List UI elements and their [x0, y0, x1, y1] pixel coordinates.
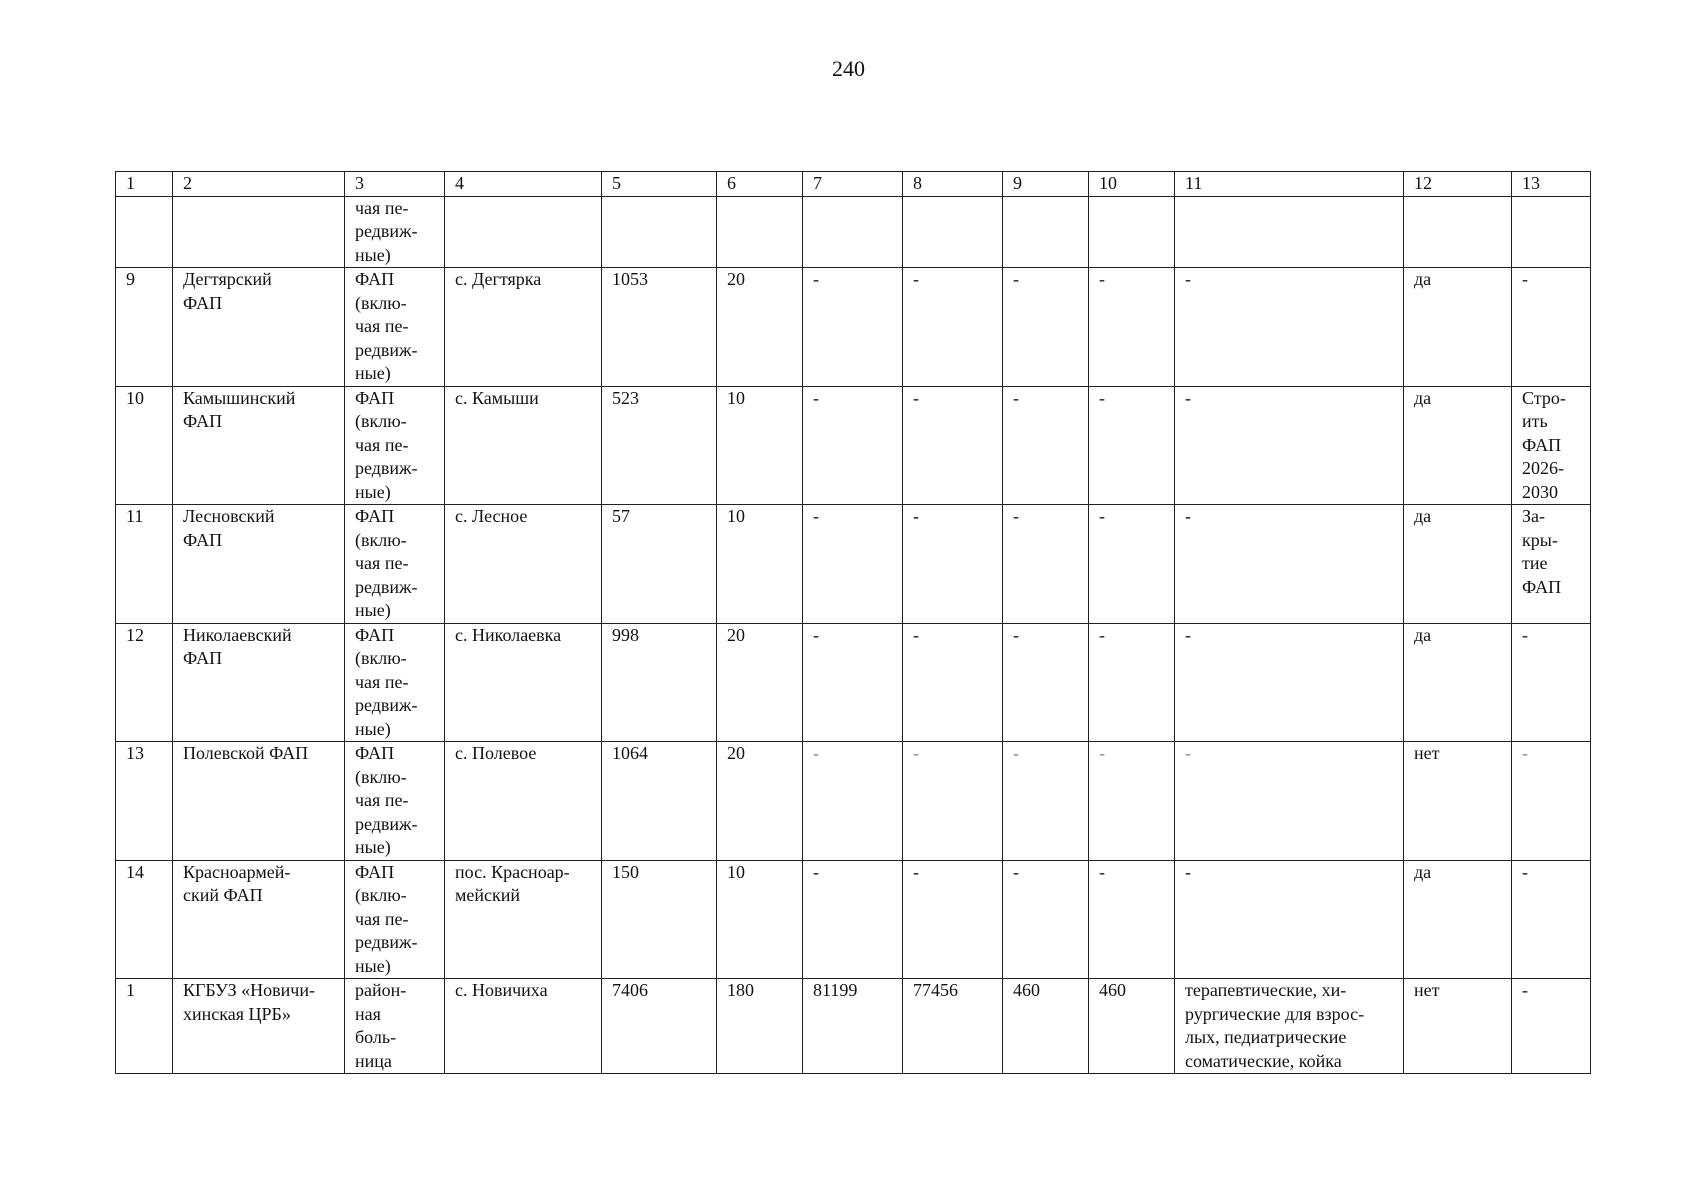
table-cell: ФАП (вклю- чая пе- редвиж- ные) — [345, 268, 445, 387]
table-cell: ФАП (вклю- чая пе- редвиж- ные) — [345, 505, 445, 624]
table-cell: 12 — [116, 623, 173, 742]
table-cell: 460 — [1089, 979, 1175, 1074]
table-cell: с. Лесное — [445, 505, 602, 624]
table-header-row — [116, 172, 1591, 197]
table-cell: - — [1089, 386, 1175, 505]
table-row — [116, 979, 1591, 1074]
table-cell: Красноармей- ский ФАП — [173, 860, 345, 979]
table-cell: да — [1404, 268, 1512, 387]
table-cell — [602, 196, 717, 268]
table-cell: ФАП (вклю- чая пе- редвиж- ные) — [345, 742, 445, 861]
table-cell: 1 — [116, 979, 173, 1074]
column-number-cell: 1 — [116, 172, 173, 197]
table-cell — [1404, 196, 1512, 268]
table-cell: За- кры- тие ФАП — [1512, 505, 1591, 624]
table-cell: 523 — [602, 386, 717, 505]
table-cell: - — [1175, 742, 1404, 861]
table-cell: да — [1404, 505, 1512, 624]
table-cell: нет — [1404, 979, 1512, 1074]
table-cell: 150 — [602, 860, 717, 979]
table-cell: - — [1089, 742, 1175, 861]
table-cell: 7406 — [602, 979, 717, 1074]
table-cell — [445, 196, 602, 268]
table-row — [116, 268, 1591, 387]
table-cell: Стро- ить ФАП 2026- 2030 — [1512, 386, 1591, 505]
column-number-cell: 8 — [903, 172, 1003, 197]
table-row — [116, 623, 1591, 742]
table-cell: - — [1175, 623, 1404, 742]
table-row — [116, 196, 1591, 268]
table-cell: с. Николаевка — [445, 623, 602, 742]
table-cell: - — [1512, 742, 1591, 861]
table-cell: да — [1404, 860, 1512, 979]
table-cell: - — [1175, 505, 1404, 624]
table-cell — [903, 196, 1003, 268]
table-cell: с. Новичиха — [445, 979, 602, 1074]
table-cell: 57 — [602, 505, 717, 624]
column-number-cell: 5 — [602, 172, 717, 197]
table-cell: 77456 — [903, 979, 1003, 1074]
table-cell: - — [903, 386, 1003, 505]
table-cell: да — [1404, 386, 1512, 505]
table-cell: - — [903, 268, 1003, 387]
table-cell: Дегтярский ФАП — [173, 268, 345, 387]
table-cell: 20 — [717, 623, 803, 742]
table-cell: 13 — [116, 742, 173, 861]
table-cell: - — [803, 860, 903, 979]
table-cell: - — [903, 623, 1003, 742]
table-cell: - — [803, 623, 903, 742]
page-number: 240 — [832, 56, 865, 81]
column-number-cell: 4 — [445, 172, 602, 197]
table-cell: КГБУЗ «Новичи- хинская ЦРБ» — [173, 979, 345, 1074]
table-cell: 1064 — [602, 742, 717, 861]
table-row — [116, 505, 1591, 624]
table-cell: Полевской ФАП — [173, 742, 345, 861]
table-cell: - — [1003, 386, 1089, 505]
table-cell: 10 — [717, 860, 803, 979]
table-cell: - — [1512, 860, 1591, 979]
table-cell: ФАП (вклю- чая пе- редвиж- ные) — [345, 386, 445, 505]
table-cell: - — [903, 860, 1003, 979]
table-cell: - — [1175, 268, 1404, 387]
table-cell: да — [1404, 623, 1512, 742]
table-cell — [1175, 196, 1404, 268]
table-cell: 10 — [116, 386, 173, 505]
table-cell: 20 — [717, 742, 803, 861]
table-cell — [173, 196, 345, 268]
table-cell: 11 — [116, 505, 173, 624]
table-cell: - — [1003, 623, 1089, 742]
table-cell: - — [1512, 268, 1591, 387]
table-cell: - — [1089, 505, 1175, 624]
table-cell: - — [1512, 623, 1591, 742]
table-cell: нет — [1404, 742, 1512, 861]
table-cell — [717, 196, 803, 268]
table-cell: - — [1512, 979, 1591, 1074]
table-cell: 1053 — [602, 268, 717, 387]
table-cell: 10 — [717, 505, 803, 624]
table-row — [116, 860, 1591, 979]
table-cell: - — [1089, 860, 1175, 979]
table-cell: район- ная боль- ница — [345, 979, 445, 1074]
column-number-cell: 12 — [1404, 172, 1512, 197]
table-cell: 14 — [116, 860, 173, 979]
table-cell: - — [803, 268, 903, 387]
table-cell: - — [1003, 268, 1089, 387]
table-cell: - — [1003, 742, 1089, 861]
column-number-cell: 9 — [1003, 172, 1089, 197]
table-cell: - — [903, 505, 1003, 624]
table-cell: с. Камыши — [445, 386, 602, 505]
table-cell: 10 — [717, 386, 803, 505]
table-cell: - — [1175, 386, 1404, 505]
column-number-cell: 7 — [803, 172, 903, 197]
table-cell — [1089, 196, 1175, 268]
table-cell: ФАП (вклю- чая пе- редвиж- ные) — [345, 860, 445, 979]
table-cell: - — [1089, 623, 1175, 742]
table-cell: 460 — [1003, 979, 1089, 1074]
data-table — [115, 171, 1591, 1074]
table-cell: - — [1003, 505, 1089, 624]
column-number-cell: 3 — [345, 172, 445, 197]
table-row — [116, 386, 1591, 505]
column-number-cell: 13 — [1512, 172, 1591, 197]
table-cell: Камышинский ФАП — [173, 386, 345, 505]
table-cell: ФАП (вклю- чая пе- редвиж- ные) — [345, 623, 445, 742]
table-cell: - — [1089, 268, 1175, 387]
column-number-cell: 11 — [1175, 172, 1404, 197]
table-cell: с. Полевое — [445, 742, 602, 861]
column-number-cell: 2 — [173, 172, 345, 197]
table-cell: - — [1175, 860, 1404, 979]
table-cell: 20 — [717, 268, 803, 387]
table-cell: Николаевский ФАП — [173, 623, 345, 742]
table-cell: 9 — [116, 268, 173, 387]
column-number-cell: 6 — [717, 172, 803, 197]
table-cell — [1003, 196, 1089, 268]
table-cell: - — [803, 742, 903, 861]
column-number-cell: 10 — [1089, 172, 1175, 197]
table-cell: чая пе- редвиж- ные) — [345, 196, 445, 268]
table-cell: с. Дегтярка — [445, 268, 602, 387]
table-cell: - — [803, 386, 903, 505]
table-cell: 81199 — [803, 979, 903, 1074]
table-cell: - — [903, 742, 1003, 861]
table-cell: Лесновский ФАП — [173, 505, 345, 624]
table-cell — [116, 196, 173, 268]
table-cell: терапевтические, хи- рургические для взрос- лых, педиатрические соматические, койка — [1175, 979, 1404, 1074]
table-row — [116, 742, 1591, 861]
table-cell: - — [1003, 860, 1089, 979]
table-cell: 998 — [602, 623, 717, 742]
table-cell: - — [803, 505, 903, 624]
table-cell — [803, 196, 903, 268]
table-cell: 180 — [717, 979, 803, 1074]
table-cell: пос. Красноар- мейский — [445, 860, 602, 979]
table-cell — [1512, 196, 1591, 268]
